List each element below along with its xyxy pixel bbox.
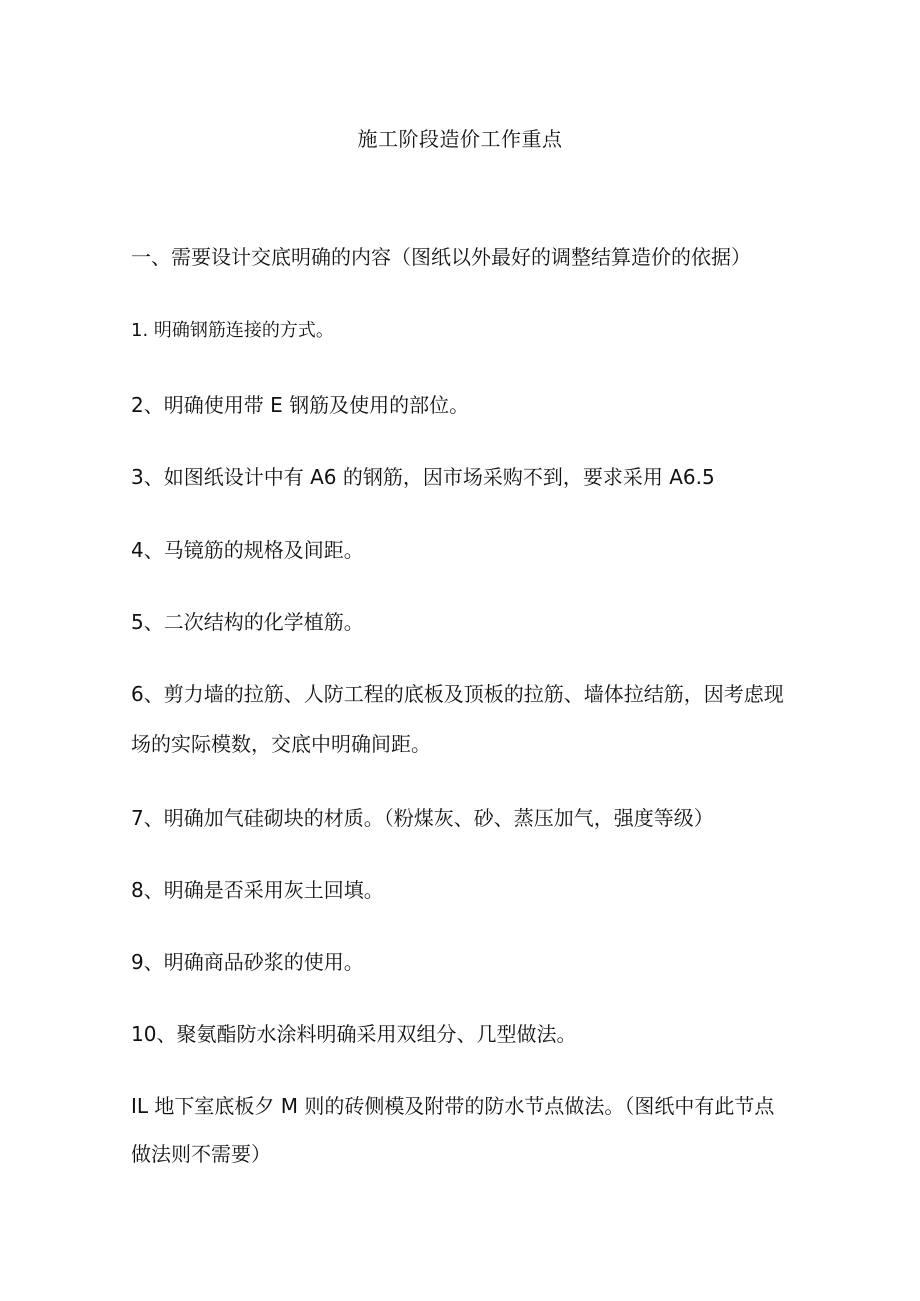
section-heading: 一、需要设计交底明确的内容（图纸以外最好的调整结算造价的依据） [131,245,751,269]
list-item-6-line-1: 6、剪力墙的拉筋、人防工程的底板及顶板的拉筋、墙体拉结筋，因考虑现 [131,682,784,706]
list-item-5: 5、二次结构的化学植筋。 [131,610,364,634]
list-item-11-line-1: IL 地下室底板夕 M 则的砖侧模及附带的防水节点做法。（图纸中有此节点 [131,1094,775,1118]
list-item-7: 7、明确加气硅砌块的材质。（粉煤灰、砂、蒸压加气，强度等级） [131,806,714,830]
list-item-2: 2、明确使用带 E 钢筋及使用的部位。 [131,393,470,417]
list-item-8: 8、明确是否采用灰土回填。 [131,878,384,902]
list-item-9: 9、明确商品砂浆的使用。 [131,950,364,974]
list-item-3: 3、如图纸设计中有 A6 的钢筋，因市场采购不到，要求采用 A6.5 [131,465,715,489]
list-item-11-line-2: 做法则不需要） [131,1142,271,1166]
document-title: 施工阶段造价工作重点 [357,127,563,151]
list-item-6-line-2: 场的实际模数，交底中明确间距。 [131,732,431,756]
list-item-4: 4、马镜筋的规格及间距。 [131,538,364,562]
list-item-1: 1. 明确钢筋连接的方式。 [131,320,334,341]
list-item-10: 10、聚氨酯防水涂料明确采用双组分、几型做法。 [131,1022,577,1046]
